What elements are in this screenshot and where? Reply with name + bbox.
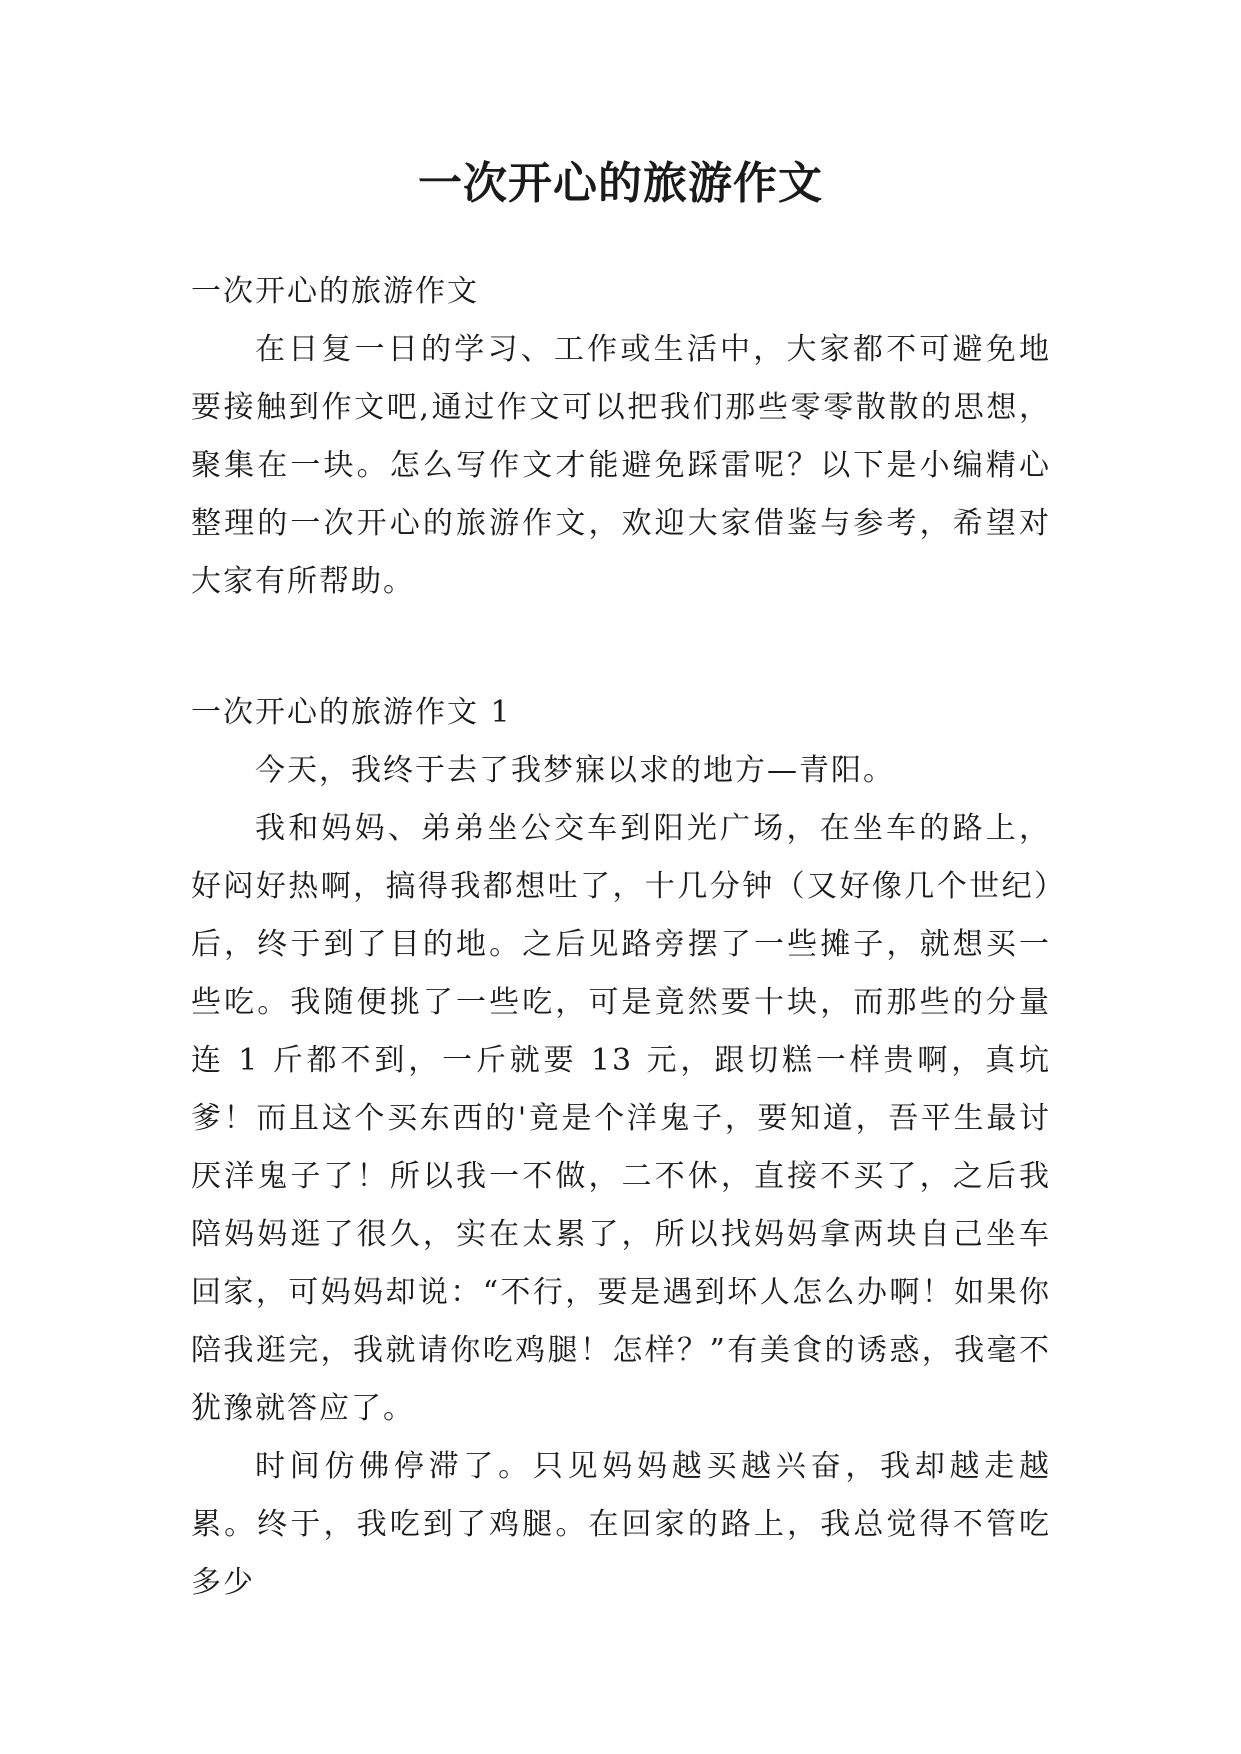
intro-paragraph: 在日复一日的学习、工作或生活中，大家都不可避免地要接触到作文吧,通过作文可以把我们那些零零散散的思想，聚集在一块。怎么写作文才能避免踩雷呢？以下是小编精心整理的一次开心的旅游作文，欢迎大家借鉴与参考，希望对大家有所帮助。 — [191, 332, 1051, 599]
intro-section — [191, 321, 1051, 611]
body-paragraph: 今天，我终于去了我梦寐以求的地方—青阳。 — [255, 753, 895, 788]
section-heading: 一次开心的旅游作文 1 — [191, 695, 512, 730]
document-title: 一次开心的旅游作文 — [418, 158, 823, 209]
body-paragraph: 我和妈妈、弟弟坐公交车到阳光广场，在坐车的路上，好闷好热啊，搞得我都想吐了，十几分钟（又好像几个世纪）后，终于到了目的地。之后见路旁摆了一些摊子，就想买一些吃。我随便挑了一些吃，可是竟然要十块，而那些的分量连 1 斤都不到，一斤就要 13 元，跟切糕一样贵啊，真坑爹！而且这个买东西的'竟是个洋鬼子，要知道，吾平生最讨厌洋鬼子了！所以我一不做，二不休，直接不买了，之后我陪妈妈逛了很久，实在太累了，所以找妈妈拿两块自己坐车回家，可妈妈却说：“不行，要是遇到坏人怎么办啊！如果你陪我逛完，我就请你吃鸡腿！怎样？”有美食的诱惑，我毫不犹豫就答应了。 — [191, 811, 1051, 1426]
body-paragraph: 时间仿佛停滞了。只见妈妈越买越兴奋，我却越走越累。终于，我吃到了鸡腿。在回家的路上，我总觉得不管吃多少 — [191, 1449, 1051, 1600]
section-body — [191, 742, 1051, 1612]
intro-heading: 一次开心的旅游作文 — [191, 274, 479, 309]
